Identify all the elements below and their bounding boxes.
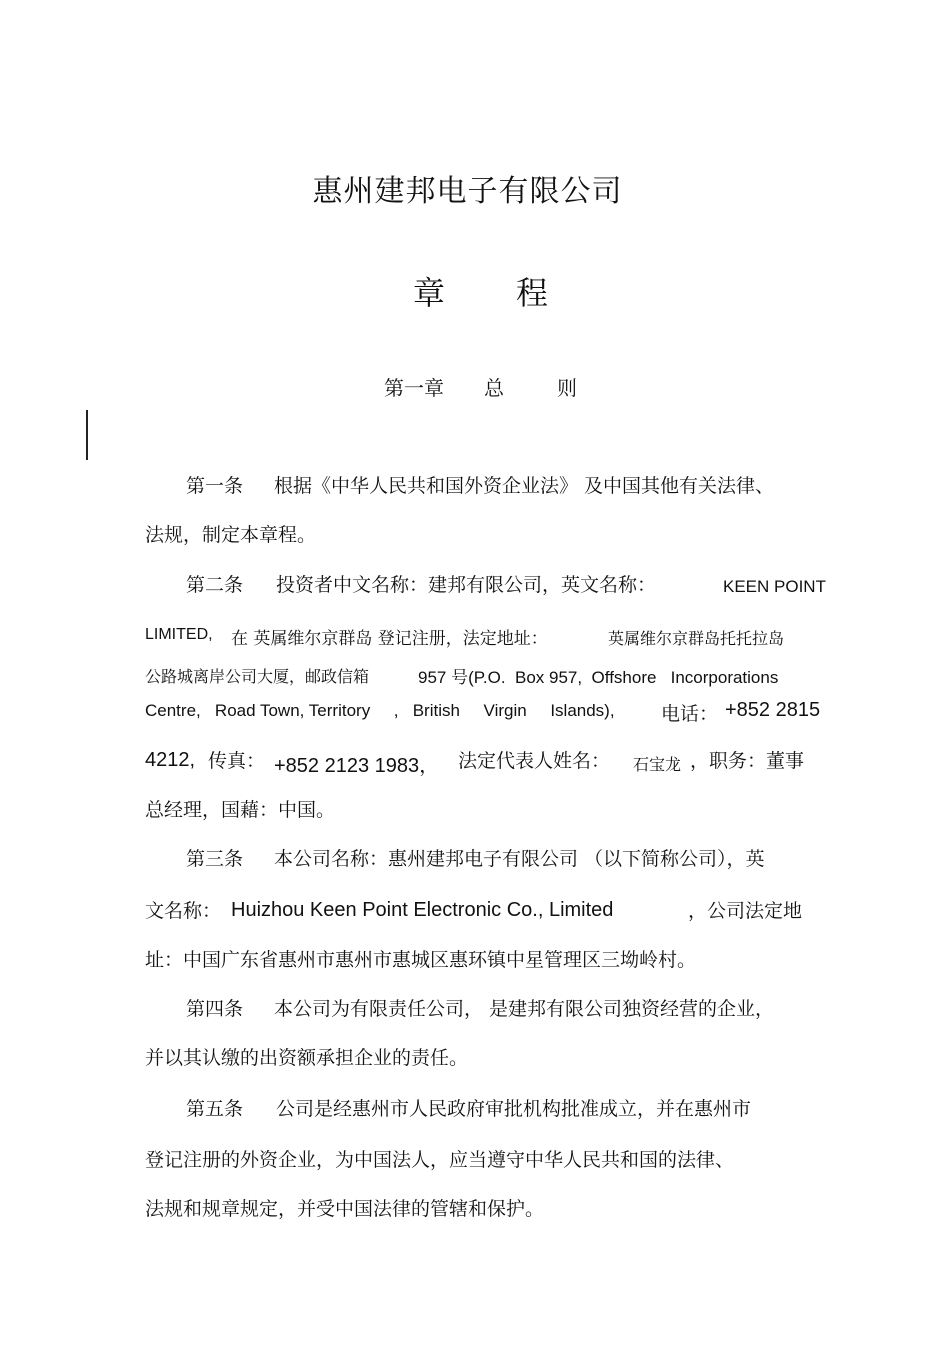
article-2-line-1b: KEEN POINT xyxy=(723,577,826,596)
chapter-name-1: 总 xyxy=(484,376,504,400)
article-5-line-1: 公司是经惠州市人民政府审批机构批准成立，并在惠州市 xyxy=(276,1098,752,1120)
article-5-line-3: 法规和规章规定，并受中国法律的管辖和保护。 xyxy=(145,1198,545,1220)
article-4-line-2: 并以其认缴的出资额承担企业的责任。 xyxy=(145,1047,469,1069)
article-2-line-5b: 传真： xyxy=(208,750,266,772)
article-2-line-3a: 公路城离岸公司大厦，邮政信箱 xyxy=(145,667,370,686)
article-1-label: 第一条 xyxy=(186,475,244,497)
doc-title-left: 章 xyxy=(413,274,446,312)
company-title: 惠州建邦电子有限公司 xyxy=(312,174,623,209)
article-1-line-1: 根据《中华人民共和国外资企业法》 及中国其他有关法律、 xyxy=(274,475,775,497)
text-cursor-bar xyxy=(86,410,88,460)
article-2-line-5a: 4212, xyxy=(145,749,196,771)
article-2-line-2c: 英属维尔京群岛托托拉岛 xyxy=(608,629,785,648)
article-2-line-5c: +852 2123 1983， xyxy=(274,755,440,777)
article-2-line-3b: 957 号(P.O. Box 957, Offshore Incorporations xyxy=(418,668,779,687)
article-2-line-5d: 法定代表人姓名： xyxy=(458,750,611,772)
article-5-line-2: 登记注册的外资企业，为中国法人，应当遵守中华人民共和国的法律、 xyxy=(145,1149,735,1171)
article-5-label: 第五条 xyxy=(186,1098,244,1120)
article-3-line-2c: ，公司法定地 xyxy=(688,900,803,922)
article-3-line-3: 址：中国广东省惠州市惠州市惠城区惠环镇中星管理区三坳岭村。 xyxy=(145,949,697,971)
article-4-line-1: 本公司为有限责任公司， 是建邦有限公司独资经营的企业， xyxy=(274,998,775,1020)
article-3-line-2a: 文名称： xyxy=(145,900,222,922)
article-2-line-4b: 电话： xyxy=(661,703,719,725)
chapter-name-2: 则 xyxy=(557,376,577,400)
article-2-line-2a: LIMITED, xyxy=(145,626,213,643)
article-2-line-4a: Centre, Road Town, Territory , British Virgin Islands), xyxy=(145,701,615,720)
article-2-line-5e: 石宝龙 xyxy=(633,755,682,774)
article-1-line-2: 法规，制定本章程。 xyxy=(145,524,317,546)
article-2-line-2b: 在 英属维尔京群岛 登记注册，法定地址： xyxy=(231,629,548,649)
article-2-line-1a: 投资者中文名称：建邦有限公司，英文名称： xyxy=(276,574,657,596)
article-3-line-1: 本公司名称：惠州建邦电子有限公司 （以下简称公司），英 xyxy=(274,848,765,870)
chapter-label: 第一章 xyxy=(384,376,444,400)
article-4-label: 第四条 xyxy=(186,998,244,1020)
article-3-line-2b: Huizhou Keen Point Electronic Co., Limited xyxy=(231,899,614,921)
article-2-line-6: 总经理，国藉：中国。 xyxy=(145,799,336,821)
article-2-line-4c: +852 2815 xyxy=(725,699,821,721)
doc-title-right: 程 xyxy=(516,274,549,312)
article-2-line-5f: ，职务：董事 xyxy=(690,750,805,772)
article-2-label: 第二条 xyxy=(186,574,244,596)
article-3-label: 第三条 xyxy=(186,848,244,870)
